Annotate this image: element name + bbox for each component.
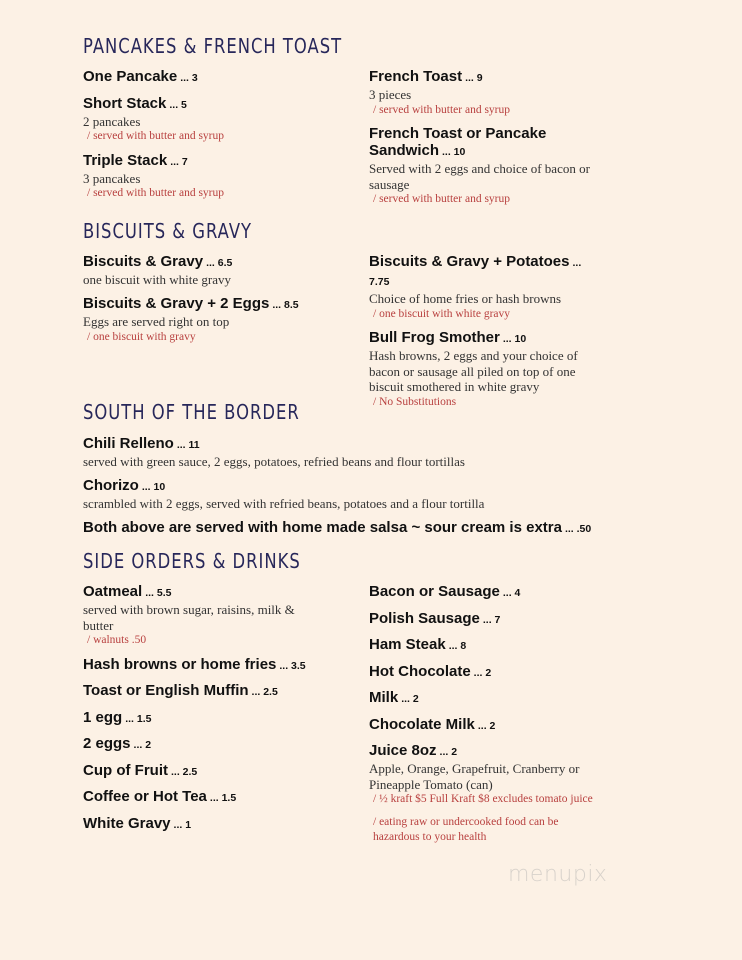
item-price: ... 5.5 <box>145 587 172 599</box>
item-name: 2 eggs <box>83 735 131 752</box>
menu-item <box>369 583 604 602</box>
item-name: Triple Stack <box>83 151 168 169</box>
item-description: served with brown sugar, raisins, milk & butter <box>83 602 295 633</box>
item-name: Biscuits & Gravy + 2 Eggs <box>83 295 270 312</box>
item-name-line <box>83 95 353 114</box>
item-price: ... 2 <box>477 719 496 732</box>
item-description: 2 pancakes <box>83 113 141 129</box>
menu-item <box>369 610 604 629</box>
menu-item <box>83 815 308 834</box>
item-price: ... 6.5 <box>206 257 233 269</box>
section-heading: SIDE ORDERS & DRINKS <box>83 549 301 573</box>
menupix-watermark: menupix <box>508 862 608 887</box>
item-name-line <box>369 253 604 291</box>
item-note: / eating raw or undercooked food can be hazardous to your health <box>373 815 559 843</box>
menu-item <box>369 716 604 735</box>
item-name: Short Stack <box>83 94 167 112</box>
menu-item <box>83 295 353 345</box>
menu-item <box>83 253 353 288</box>
menu-column-left <box>83 68 353 209</box>
item-name: Biscuits & Gravy + Potatoes <box>369 253 570 270</box>
item-name-line <box>83 253 353 272</box>
item-price: ... .50 <box>564 523 592 535</box>
item-description: 3 pancakes <box>83 170 141 186</box>
item-name: 1 egg <box>83 708 123 726</box>
menu-item <box>83 519 703 538</box>
item-price: ... 2.5 <box>251 686 278 698</box>
item-price: ... 8.5 <box>272 299 299 311</box>
item-name: Bull Frog Smother <box>369 329 500 346</box>
menu-column-right <box>369 68 604 215</box>
item-price: ... 2 <box>473 666 492 679</box>
item-name-line <box>369 636 604 655</box>
item-note: / walnuts .50 <box>87 634 147 646</box>
menu-item <box>83 735 308 754</box>
item-name-line <box>83 788 308 807</box>
menu-item <box>83 762 308 781</box>
menu-item <box>369 689 604 708</box>
item-note: / No Substitutions <box>373 395 457 408</box>
item-price: ... 2.5 <box>170 765 198 778</box>
item-description: served with green sauce, 2 eggs, potatoes, refried beans and flour tortillas <box>83 454 465 469</box>
menu-item <box>83 583 308 648</box>
item-name-line <box>83 477 703 496</box>
item-price: ... 1 <box>173 818 192 831</box>
menu-item <box>369 636 604 655</box>
item-price: ... 3.5 <box>279 659 306 672</box>
menu-column-right <box>369 583 604 852</box>
menu-item <box>83 656 308 675</box>
item-name-line <box>369 663 604 682</box>
item-note: / served with butter and syrup <box>373 193 511 205</box>
item-name: Ham Steak <box>369 636 446 653</box>
item-price: ... 9 <box>465 72 483 84</box>
section-heading: SOUTH OF THE BORDER <box>83 400 300 424</box>
item-name-line <box>83 682 308 701</box>
item-note: / served with butter and syrup <box>373 103 511 116</box>
menu-item <box>83 709 308 728</box>
item-name: Coffee or Hot Tea <box>83 788 207 805</box>
item-description: one biscuit with white gravy <box>83 272 232 287</box>
menu-item <box>83 95 353 145</box>
item-price: ... 3 <box>180 72 198 84</box>
menu-item <box>369 742 604 807</box>
item-name: White Gravy <box>83 814 171 832</box>
item-price: ... 8 <box>448 640 467 652</box>
item-price: ... 7 <box>170 155 188 168</box>
item-name-line <box>369 68 604 87</box>
menu-item <box>83 477 703 512</box>
item-name: French Toast <box>369 68 463 85</box>
item-name: Juice 8oz <box>369 742 437 759</box>
menu-item <box>83 682 308 701</box>
item-name-line <box>83 519 703 538</box>
item-price: ... 2 <box>439 746 458 758</box>
menu-item <box>369 815 604 845</box>
menu-column-left <box>83 435 703 546</box>
item-name: Chili Relleno <box>83 435 174 452</box>
item-description: 3 pieces <box>369 87 412 102</box>
item-name: Chocolate Milk <box>369 715 475 733</box>
item-name-line <box>369 125 604 161</box>
item-name-line <box>83 815 308 834</box>
item-name-line <box>83 583 308 602</box>
item-name: Hash browns or home fries <box>83 655 277 673</box>
item-name: One Pancake <box>83 68 178 85</box>
item-name: French Toast or Pancake Sandwich <box>369 125 547 159</box>
item-note: / served with butter and syrup <box>87 187 225 199</box>
item-name: Chorizo <box>83 477 139 494</box>
item-note: / ½ kraft $5 Full Kraft $8 excludes tomato juice <box>373 793 593 805</box>
item-name-line <box>369 689 604 708</box>
item-price: ... 7 <box>482 613 501 626</box>
item-name: Bacon or Sausage <box>369 583 500 600</box>
menu-item <box>83 435 703 470</box>
menu-item <box>83 788 308 807</box>
menu-column-left <box>83 253 353 352</box>
item-name-line <box>369 583 604 602</box>
item-name-line <box>83 68 353 87</box>
item-name: Biscuits & Gravy <box>83 253 204 270</box>
item-note: / one biscuit with white gravy <box>373 307 511 320</box>
item-name-line <box>83 656 308 675</box>
item-name: Both above are served with home made salsa ~ sour cream is extra <box>83 519 562 536</box>
item-name-line <box>83 435 703 454</box>
item-name: Hot Chocolate <box>369 662 471 680</box>
item-price: ... 11 <box>176 439 200 451</box>
section-heading: PANCAKES & FRENCH TOAST <box>83 34 343 58</box>
menu-column-right <box>369 253 604 417</box>
menu-item <box>369 663 604 682</box>
item-price: ... 1.5 <box>209 792 237 804</box>
item-price: ... 10 <box>141 481 166 493</box>
item-name-line <box>83 735 308 754</box>
item-price: ... 7.75 <box>369 257 582 288</box>
item-note: / one biscuit with gravy <box>87 330 196 343</box>
item-name-line <box>83 762 308 781</box>
item-name: Cup of Fruit <box>83 761 168 779</box>
item-price: ... 2 <box>133 739 152 751</box>
item-price: ... 1.5 <box>125 712 152 725</box>
item-name-line <box>369 610 604 629</box>
item-name: Polish Sausage <box>369 609 480 627</box>
item-name-line <box>369 329 604 348</box>
item-name: Milk <box>369 689 399 706</box>
item-note: / served with butter and syrup <box>87 130 225 142</box>
menu-item <box>369 125 604 207</box>
item-name-line <box>83 709 308 728</box>
menu-column-left <box>83 583 308 841</box>
item-price: ... 10 <box>502 333 527 345</box>
item-price: ... 5 <box>169 98 187 111</box>
menu-item <box>83 68 353 87</box>
item-name-line <box>369 742 604 761</box>
item-price: ... 4 <box>502 587 521 599</box>
menu-item <box>369 329 604 410</box>
item-name-line <box>83 152 353 171</box>
item-description: Hash browns, 2 eggs and your choice of bacon or sausage all piled on top of one biscuit smothered in white gravy <box>369 348 578 394</box>
item-price: ... 10 <box>442 146 466 158</box>
item-price: ... 2 <box>401 693 419 705</box>
menu-item <box>83 152 353 202</box>
menu-item <box>369 68 604 118</box>
item-name: Toast or English Muffin <box>83 682 249 699</box>
item-name-line <box>369 716 604 735</box>
section-heading: BISCUITS & GRAVY <box>83 219 253 243</box>
item-description: scrambled with 2 eggs, served with refried beans, potatoes and a flour tortilla <box>83 496 485 511</box>
item-description: Served with 2 eggs and choice of bacon or sausage <box>369 161 590 192</box>
item-description: Choice of home fries or hash browns <box>369 291 562 306</box>
item-description: Apple, Orange, Grapefruit, Cranberry or Pineapple Tomato (can) <box>369 761 580 792</box>
menu-item <box>369 253 604 322</box>
item-name-line <box>83 295 353 314</box>
item-description: Eggs are served right on top <box>83 314 230 329</box>
item-name: Oatmeal <box>83 583 143 600</box>
